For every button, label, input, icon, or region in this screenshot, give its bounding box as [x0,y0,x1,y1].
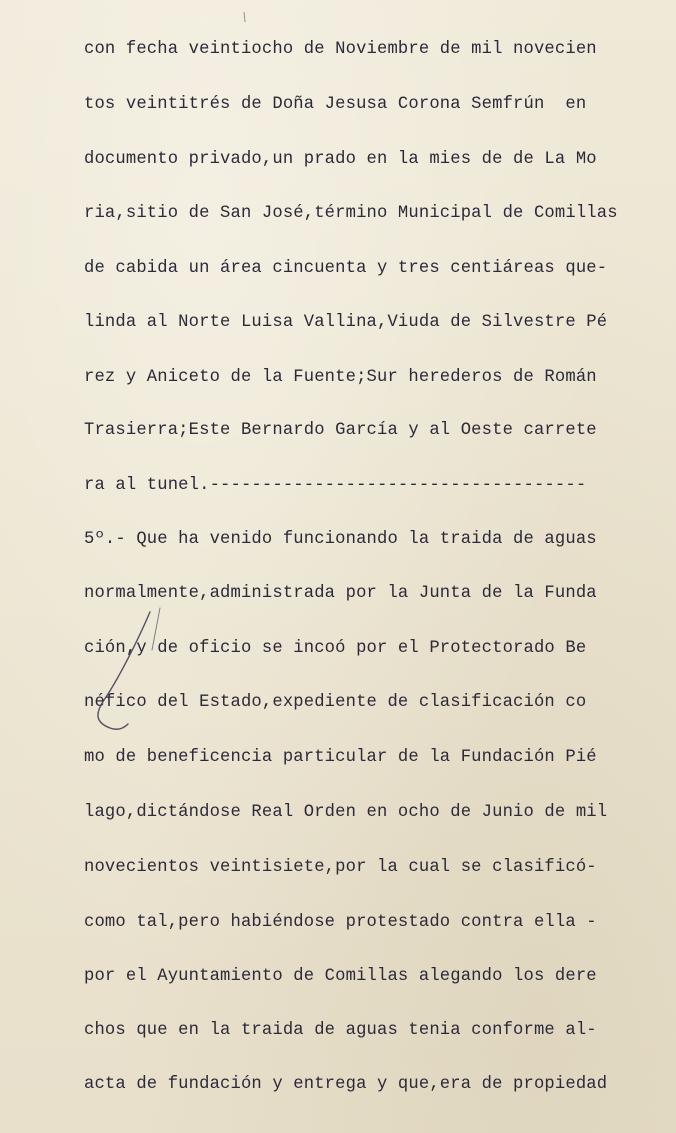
text-line-13: néfico del Estado,expediente de clasificación co [84,693,587,712]
text-line-14: mo de beneficencia particular de la Fundación Pié [84,748,597,767]
text-line-4: ria,sitio de San José,término Municipal de Comillas [84,204,618,223]
text-line-6: linda al Norte Luisa Vallina,Viuda de Silvestre Pé [84,313,608,332]
text-line-18: por el Ayuntamiento de Comillas alegando los dere [84,967,597,986]
text-line-19: chos que en la traida de aguas tenia conforme al- [84,1021,597,1040]
text-line-17: como tal,pero habiéndose protestado contra ella - [84,913,597,932]
text-line-11: normalmente,administrada por la Junta de la Funda [84,584,597,603]
text-line-16: novecientos veintisiete,por la cual se clasificó- [84,858,597,877]
text-line-20: acta de fundación y entrega y que,era de propiedad [84,1075,608,1094]
text-line-3: documento privado,un prado en la mies de de La Mo [84,150,597,169]
text-line-7: rez y Aniceto de la Fuente;Sur herederos de Román [84,368,597,387]
text-line-5: de cabida un área cincuenta y tres centiáreas que- [84,259,608,278]
text-line-1: con fecha veintiocho de Noviembre de mil novecien [84,40,597,59]
text-line-15: lago,dictándose Real Orden en ocho de Junio de mil [84,803,608,822]
text-line-8: Trasierra;Este Bernardo García y al Oeste carrete [84,421,597,440]
text-line-2: tos veintitrés de Doña Jesusa Corona Semfrún en [84,95,587,114]
text-line-12: ción,y de oficio se incoó por el Protectorado Be [84,639,587,658]
text-line-9: ra al tunel.------------------------------------ [84,476,587,495]
text-line-10: 5º.- Que ha venido funcionando la traida de aguas [84,530,597,549]
